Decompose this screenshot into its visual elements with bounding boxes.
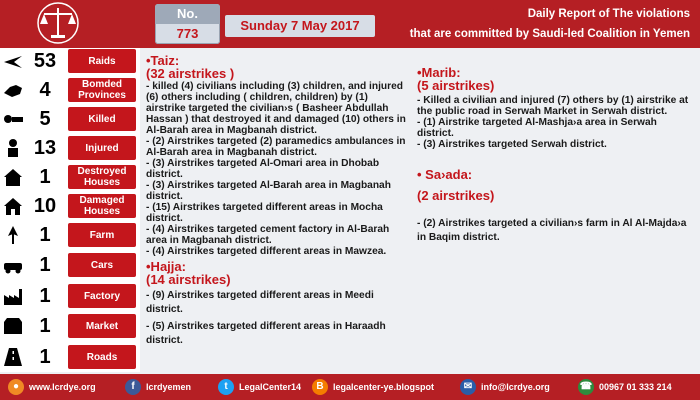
blogger-icon: B: [312, 379, 328, 395]
stat-cars: [0, 252, 138, 278]
header-bar: [0, 0, 700, 48]
governorate-name: •Taiz:: [146, 53, 180, 68]
stat-label: Farm: [68, 223, 136, 247]
stat-label: Bomded Provinces: [68, 78, 136, 102]
stat-value: 10: [33, 195, 57, 217]
footer-facebook[interactable]: [125, 378, 191, 396]
incident-item: - killed (4) civilians including (3) children, and injured (6) others including ( children, children) by (1) airstrike targeted the civilian›s ( Basheer Abdullah Hassan ) that destroyed it and damaged (10) others in Al-Barah area in Magbanah district.: [146, 81, 406, 136]
footer-phone[interactable]: [578, 378, 672, 396]
stat-label: Raids: [68, 49, 136, 73]
phone-text: 00967 01 333 214: [599, 382, 672, 392]
stat-value: 53: [33, 50, 57, 72]
stat-label: Market: [68, 314, 136, 338]
stat-value: 1: [39, 224, 51, 246]
incident-item: - (4) Airstrikes targeted cement factory in Al-Barah area in Magbanah district.: [146, 224, 390, 246]
governorate-name: • Sa›ada:: [417, 167, 473, 182]
stat-label: Damaged Houses: [68, 194, 136, 218]
incident-item: - (4) Airstrikes targeted different areas in Mawzea.: [146, 246, 387, 257]
middle-column: [146, 54, 408, 347]
report-number-box: [155, 4, 220, 44]
incident-item: - (5) Airstrikes targeted different areas in Haraadh district.: [146, 321, 386, 346]
stat-value: 1: [39, 315, 51, 337]
stat-label: Killed: [68, 107, 136, 131]
stat-label: Factory: [68, 284, 136, 308]
section-hajja: [146, 260, 408, 347]
report-body: [144, 50, 698, 370]
stat-injured: [0, 135, 138, 161]
stat-value: 4: [39, 79, 51, 101]
stat-killed: [0, 106, 138, 132]
scales-logo-icon: [30, 0, 86, 46]
email-icon: ✉: [460, 379, 476, 395]
airstrike-count: (2 airstrikes): [417, 188, 495, 203]
stat-destroyed-houses: [0, 164, 138, 190]
incident-item: - (2) Airstrikes targeted a civilian›s farm in Al Al-Majda›a in Baqim district.: [417, 218, 687, 243]
globe-icon: ●: [8, 379, 24, 395]
stat-value: 1: [39, 285, 51, 307]
stat-damaged-houses: [0, 193, 138, 219]
right-column: [417, 66, 695, 244]
stat-factory: [0, 283, 138, 309]
stat-value: 1: [39, 166, 51, 188]
website-text: www.lcrdye.org: [29, 382, 96, 392]
title-line-2: that are committed by Saudi-led Coalition in Yemen: [409, 28, 690, 40]
airstrike-count: (14 airstrikes): [146, 272, 231, 287]
incident-item: - (15) Airstrikes targeted different areas in Mocha district.: [146, 202, 383, 224]
stat-value: 1: [39, 254, 51, 276]
incident-item: - (3) Airstrikes targeted Al-Barah area in Magbanah district.: [146, 180, 391, 202]
stat-label: Destroyed Houses: [68, 165, 136, 189]
footer-email[interactable]: [460, 378, 550, 396]
facebook-text: lcrdyemen: [146, 382, 192, 392]
stat-roads: [0, 344, 138, 370]
incident-item: - (1) Airstrike targeted Al-Mashja›a area in Serwah district.: [417, 117, 657, 139]
incident-item: - Killed a civilian and injured (7) others by (1) airstrike at the public road in Serwah Market in Serwah district.: [417, 95, 689, 117]
footer-blog[interactable]: [312, 378, 434, 396]
stat-label: Roads: [68, 345, 136, 369]
incident-item: - (3) Airstrikes targeted Serwah district.: [417, 139, 607, 150]
stat-bombed-provinces: [0, 77, 138, 103]
report-number-value: 773: [176, 26, 199, 41]
footer-twitter[interactable]: [218, 378, 301, 396]
section-saada: [417, 168, 695, 244]
governorate-name: •Hajja:: [146, 259, 186, 274]
stat-raids: [0, 48, 138, 74]
stat-label: Injured: [68, 136, 136, 160]
stat-label: Cars: [68, 253, 136, 277]
facebook-icon: f: [125, 379, 141, 395]
report-title: [370, 4, 690, 44]
email-text: info@lcrdye.org: [481, 382, 550, 392]
footer-bar: [0, 374, 700, 400]
stat-value: 1: [39, 346, 51, 368]
stat-farm: [0, 222, 138, 248]
stats-column: [0, 48, 140, 372]
incident-item: - (3) Airstrikes targeted Al-Omari area in Dhobab district.: [146, 158, 380, 180]
title-line-1: Daily Report of The violations: [527, 8, 690, 20]
stat-value: 5: [39, 108, 51, 130]
governorate-name: •Marib:: [417, 65, 461, 80]
phone-icon: ☎: [578, 379, 594, 395]
footer-website[interactable]: [8, 378, 96, 396]
section-taiz: [146, 54, 408, 257]
airstrike-count: (32 airstrikes ): [146, 66, 235, 81]
airstrike-count: (5 airstrikes): [417, 78, 495, 93]
stat-market: [0, 313, 138, 339]
twitter-text: LegalCenter14: [239, 382, 302, 392]
report-date: Sunday 7 May 2017: [225, 15, 375, 37]
stat-value: 13: [33, 137, 57, 159]
incident-item: - (9) Airstrikes targeted different areas in Meedi district.: [146, 290, 374, 315]
twitter-icon: t: [218, 379, 234, 395]
incident-item: - (2) Airstrikes targeted (2) paramedics ambulances in Al-Barah area in Magbanah district.: [146, 136, 406, 158]
blog-text: legalcenter-ye.blogspot: [333, 382, 435, 392]
section-marib: [417, 66, 695, 150]
report-number-label: No.: [155, 4, 220, 24]
